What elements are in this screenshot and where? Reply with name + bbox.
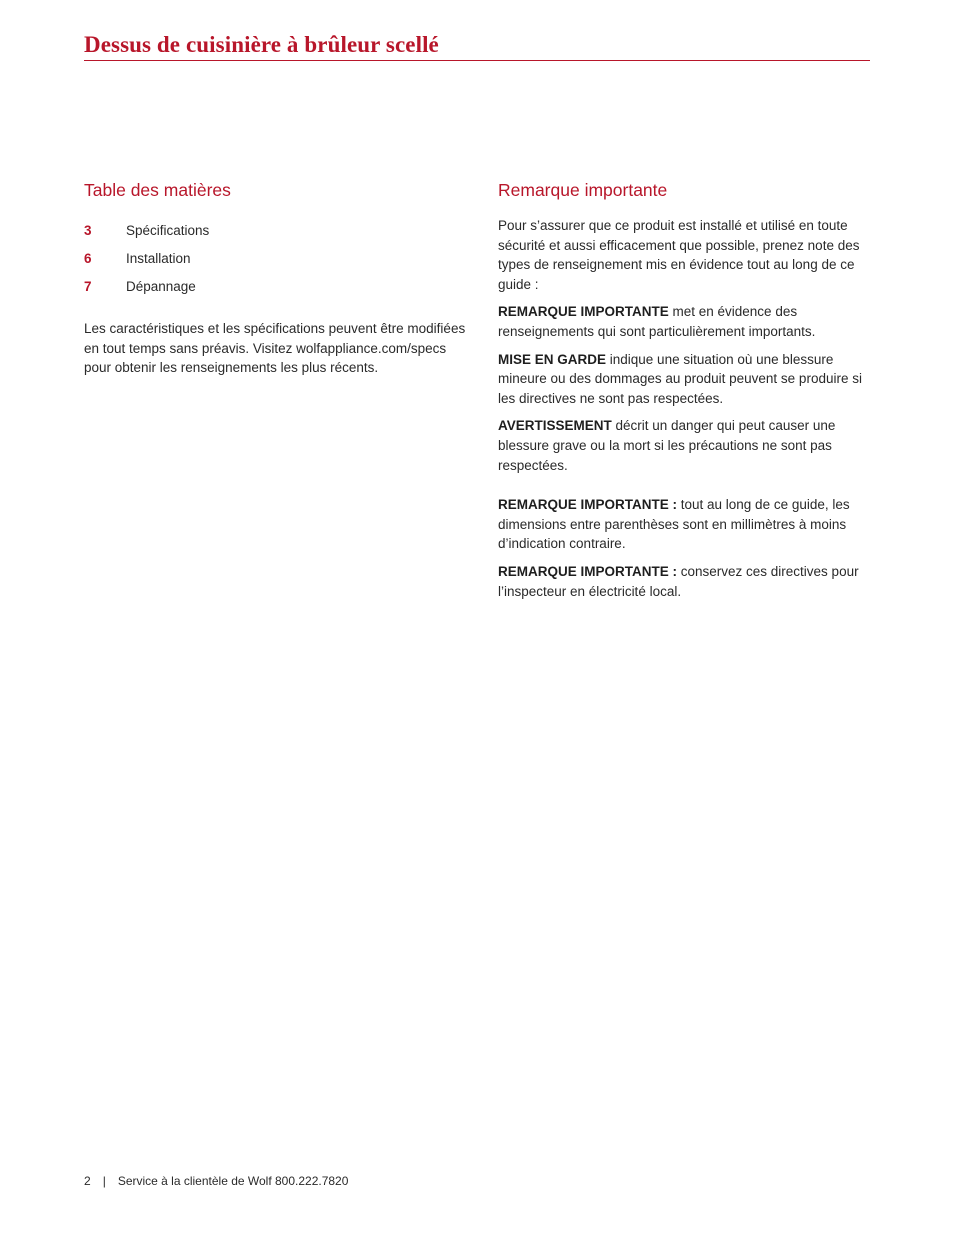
definition-term: AVERTISSEMENT: [498, 418, 612, 434]
notice-heading: Remarque importante: [498, 180, 668, 200]
note-keep-instructions: [498, 562, 878, 601]
toc-heading: Table des matières: [84, 180, 231, 200]
specs-disclaimer: Les caractéristiques et les spécifications peuvent être modifiées en tout temps sans préavis. Visitez wolfappliance.com/specs pour obtenir les renseignements les plus récents.: [84, 321, 466, 376]
footer-service-text: Service à la clientèle de Wolf 800.222.7820: [117, 1174, 349, 1188]
note-dimensions: [498, 495, 878, 554]
toc-page-number: 7: [84, 278, 92, 294]
important-notice: [498, 178, 878, 609]
toc-item-specifications[interactable]: [84, 216, 469, 244]
definition-term: REMARQUE IMPORTANTE: [498, 304, 669, 320]
definition-text: décrit un danger qui peut causer une blessure grave ou la mort si les précautions ne sont pas respectées.: [498, 418, 836, 473]
footer-page-number: 2: [84, 1174, 91, 1188]
page-footer: [84, 1174, 348, 1188]
definition-text: indique une situation où une blessure mineure ou des dommages au produit peuvent se produire si les directives ne sont pas respectées.: [498, 351, 862, 406]
toc-page-number: 3: [84, 222, 92, 238]
toc-item-label: Installation: [126, 250, 191, 266]
definition-text: met en évidence des renseignements qui sont particulièrement importants.: [498, 304, 816, 339]
definition-important-note: [498, 302, 878, 341]
note-term: REMARQUE IMPORTANTE :: [498, 563, 677, 579]
definition-term: MISE EN GARDE: [498, 351, 607, 367]
note-text: conservez ces directives pour l’inspecteur en électricité local.: [498, 563, 859, 599]
page-header: [84, 30, 870, 61]
note-text: tout au long de ce guide, les dimensions entre parenthèses sont en millimètres à moins d’indication contraire.: [498, 497, 850, 552]
note-term: REMARQUE IMPORTANTE :: [498, 497, 677, 513]
notice-intro: Pour s’assurer que ce produit est installé et utilisé en toute sécurité et aussi efficacement que possible, prenez note des types de renseignement mis en évidence tout au long de ce guide :: [498, 218, 860, 292]
table-of-contents: [84, 178, 469, 378]
toc-item-installation[interactable]: [84, 244, 469, 272]
page-title: Dessus de cuisinière à brûleur scellé: [84, 32, 439, 57]
toc-list: [84, 216, 469, 300]
toc-item-label: Spécifications: [126, 222, 210, 238]
toc-item-troubleshooting[interactable]: [84, 272, 469, 300]
footer-separator: |: [102, 1174, 106, 1188]
definition-caution: [498, 350, 878, 409]
toc-item-label: Dépannage: [126, 278, 196, 294]
toc-page-number: 6: [84, 250, 92, 266]
definition-warning: [498, 416, 878, 475]
